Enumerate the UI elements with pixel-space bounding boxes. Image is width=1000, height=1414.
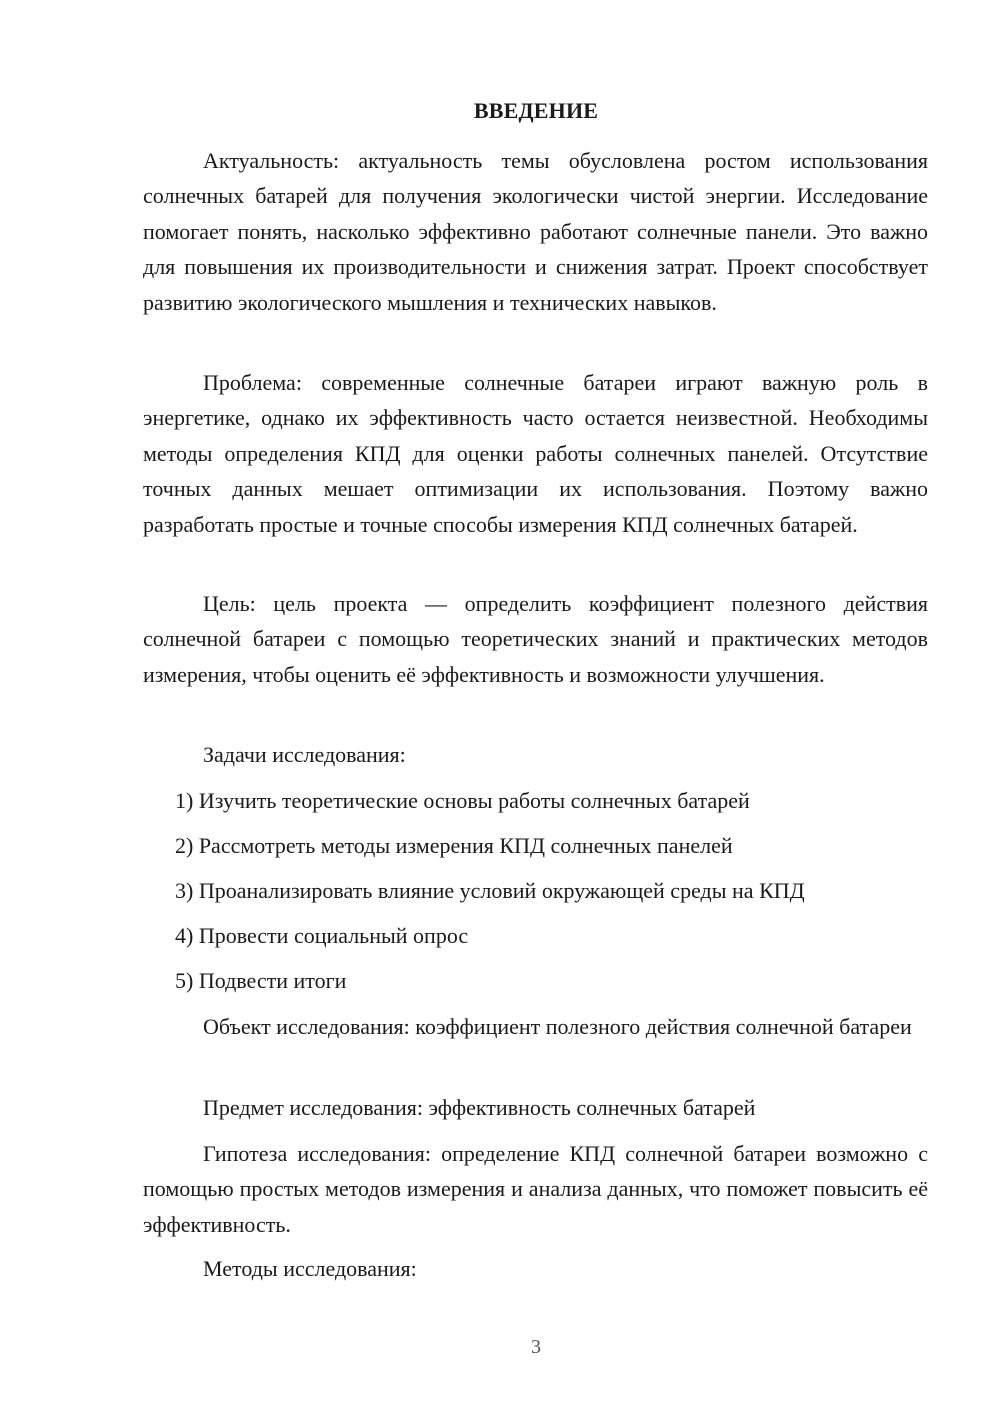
methods-heading: Методы исследования: [203,1256,417,1281]
tasks-heading: Задачи исследования: [203,742,406,767]
paragraph-hypothesis: Гипотеза исследования: определение КПД солнечной батареи возможно с помощью простых методов измерения и анализа данных, что поможет повысить её эффективность. [143,1141,928,1237]
task-item-2: 2) Рассмотреть методы измерения КПД солнечных панелей [175,833,733,858]
subject-line: Предмет исследования: эффективность солнечных батарей [203,1095,756,1120]
task-item-3: 3) Проанализировать влияние условий окружающей среды на КПД [175,878,805,903]
task-item-4: 4) Провести социальный опрос [175,923,469,948]
paragraph-goal: Цель: цель проекта — определить коэффициент полезного действия солнечной батареи с помощью теоретических знаний и практических методов измерения, чтобы оценить её эффективность и возможности улучшения. [143,591,928,687]
page-number: 3 [531,1336,541,1358]
task-item-5: 5) Подвести итоги [175,968,347,993]
paragraph-object: Объект исследования: коэффициент полезного действия солнечной батареи [203,1014,912,1039]
task-item-1: 1) Изучить теоретические основы работы солнечных батарей [175,788,750,813]
paragraph-problem: Проблема: современные солнечные батареи играют важную роль в энергетике, однако их эффективность часто остается неизвестной. Необходимы методы определения КПД для оценки работы солнечных панелей. Отсутствие точных данных мешает оптимизации их использования. Поэтому важно разработать простые и точные способы измерения КПД солнечных батарей. [143,370,928,537]
page-title: ВВЕДЕНИЕ [473,98,599,123]
paragraph-relevance: Актуальность: актуальность темы обусловлена ростом использования солнечных батарей для получения экологически чистой энергии. Исследование помогает понять, насколько эффективно работают солнечные панели. Это важно для повышения их производительности и снижения затрат. Проект способствует развитию экологического мышления и технических навыков. [143,148,928,315]
